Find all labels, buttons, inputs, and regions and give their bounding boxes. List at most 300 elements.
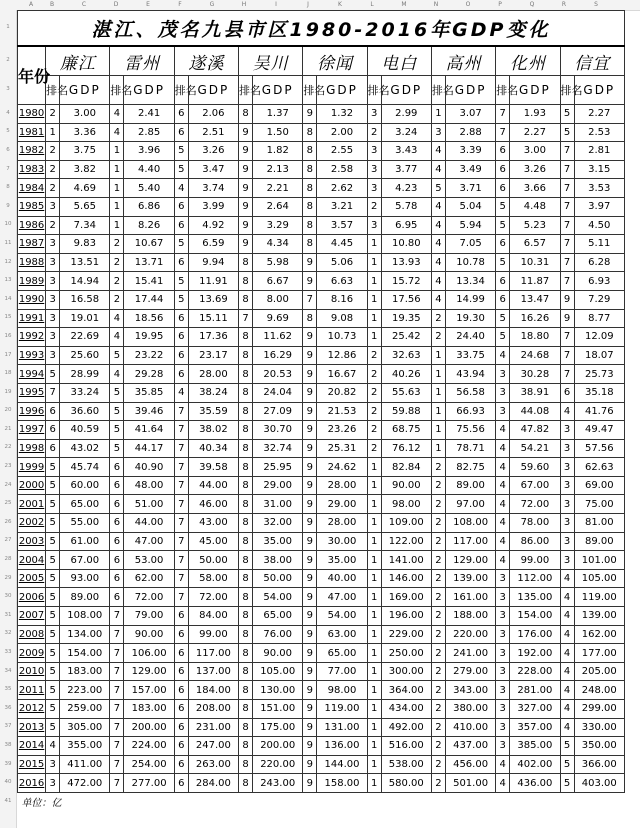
rank-cell[interactable]: 4 [496, 346, 510, 365]
rank-cell[interactable]: 8 [239, 253, 253, 272]
gdp-cell[interactable]: 47.82 [510, 421, 560, 440]
rank-header[interactable]: 排名 [110, 76, 124, 105]
year-cell[interactable]: 1991 [18, 309, 46, 328]
rank-cell[interactable]: 3 [367, 179, 381, 198]
rank-cell[interactable]: 6 [174, 105, 188, 124]
row-number[interactable]: 28 [4, 556, 12, 563]
gdp-cell[interactable]: 53.00 [124, 551, 174, 570]
row-number[interactable]: 34 [4, 667, 12, 674]
gdp-cell[interactable]: 135.00 [510, 588, 560, 607]
rank-cell[interactable]: 3 [46, 309, 60, 328]
gdp-cell[interactable]: 205.00 [574, 662, 624, 681]
gdp-cell[interactable]: 137.00 [188, 662, 238, 681]
gdp-cell[interactable]: 12.09 [574, 328, 624, 347]
rank-cell[interactable]: 5 [46, 644, 60, 663]
rank-cell[interactable]: 8 [239, 272, 253, 291]
rank-cell[interactable]: 7 [560, 197, 574, 216]
gdp-cell[interactable]: 4.69 [60, 179, 110, 198]
gdp-cell[interactable]: 65.00 [317, 644, 367, 663]
rank-cell[interactable]: 5 [110, 439, 124, 458]
rank-cell[interactable]: 5 [174, 290, 188, 309]
rank-cell[interactable]: 1 [367, 235, 381, 254]
rank-cell[interactable]: 2 [110, 235, 124, 254]
column-letter[interactable]: B [49, 1, 55, 8]
rank-cell[interactable]: 9 [303, 402, 317, 421]
year-cell[interactable]: 1983 [18, 160, 46, 179]
gdp-cell[interactable]: 25.31 [317, 439, 367, 458]
rank-cell[interactable]: 2 [431, 476, 445, 495]
rank-cell[interactable]: 3 [496, 662, 510, 681]
rank-cell[interactable]: 4 [496, 514, 510, 533]
rank-cell[interactable]: 4 [110, 105, 124, 124]
rank-cell[interactable]: 2 [110, 253, 124, 272]
gdp-cell[interactable]: 12.86 [317, 346, 367, 365]
rank-cell[interactable]: 6 [174, 346, 188, 365]
rank-cell[interactable]: 3 [46, 197, 60, 216]
rank-cell[interactable]: 5 [560, 123, 574, 142]
gdp-cell[interactable]: 17.44 [124, 290, 174, 309]
gdp-cell[interactable]: 49.47 [574, 421, 624, 440]
rank-cell[interactable]: 6 [496, 290, 510, 309]
gdp-cell[interactable]: 4.40 [124, 160, 174, 179]
row-number[interactable]: 19 [4, 388, 12, 395]
rank-cell[interactable]: 4 [174, 383, 188, 402]
rank-cell[interactable]: 5 [496, 216, 510, 235]
gdp-cell[interactable]: 281.00 [510, 681, 560, 700]
gdp-cell[interactable]: 177.00 [574, 644, 624, 663]
rank-cell[interactable]: 1 [46, 123, 60, 142]
rank-cell[interactable]: 3 [496, 718, 510, 737]
rank-cell[interactable]: 2 [431, 458, 445, 477]
row-number[interactable]: 6 [6, 146, 10, 153]
gdp-cell[interactable]: 3.00 [510, 142, 560, 161]
rank-cell[interactable]: 2 [367, 123, 381, 142]
rank-cell[interactable]: 4 [431, 253, 445, 272]
rank-cell[interactable]: 9 [303, 774, 317, 793]
gdp-cell[interactable]: 81.00 [574, 514, 624, 533]
gdp-cell[interactable]: 23.22 [124, 346, 174, 365]
row-number[interactable]: 40 [4, 779, 12, 786]
rank-cell[interactable]: 1 [367, 458, 381, 477]
rank-cell[interactable]: 2 [431, 495, 445, 514]
rank-cell[interactable]: 1 [110, 179, 124, 198]
gdp-cell[interactable]: 5.11 [574, 235, 624, 254]
year-cell[interactable]: 2001 [18, 495, 46, 514]
gdp-header[interactable]: GDP [124, 76, 174, 105]
gdp-cell[interactable]: 43.02 [60, 439, 110, 458]
rank-cell[interactable]: 9 [303, 681, 317, 700]
gdp-cell[interactable]: 44.00 [124, 514, 174, 533]
rank-cell[interactable]: 4 [110, 123, 124, 142]
rank-cell[interactable]: 3 [46, 253, 60, 272]
rank-cell[interactable]: 5 [46, 365, 60, 384]
gdp-cell[interactable]: 228.00 [510, 662, 560, 681]
gdp-cell[interactable]: 2.53 [574, 123, 624, 142]
gdp-cell[interactable]: 90.00 [124, 625, 174, 644]
rank-cell[interactable]: 1 [367, 718, 381, 737]
rank-cell[interactable]: 1 [431, 402, 445, 421]
rank-cell[interactable]: 9 [303, 532, 317, 551]
gdp-cell[interactable]: 55.63 [381, 383, 431, 402]
rank-cell[interactable]: 6 [174, 700, 188, 719]
gdp-cell[interactable]: 40.00 [317, 569, 367, 588]
gdp-cell[interactable]: 86.00 [510, 532, 560, 551]
row-number[interactable]: 41 [4, 797, 12, 804]
gdp-cell[interactable]: 3.21 [317, 197, 367, 216]
rank-cell[interactable]: 9 [303, 476, 317, 495]
gdp-cell[interactable]: 47.00 [317, 588, 367, 607]
unit-note[interactable]: 单位：亿 [21, 798, 62, 810]
row-number[interactable]: 24 [4, 481, 12, 488]
rank-cell[interactable]: 2 [431, 569, 445, 588]
rank-cell[interactable]: 8 [239, 402, 253, 421]
gdp-cell[interactable]: 77.00 [317, 662, 367, 681]
rank-cell[interactable]: 9 [560, 309, 574, 328]
row-number[interactable]: 29 [4, 574, 12, 581]
gdp-cell[interactable]: 9.83 [60, 235, 110, 254]
year-cell[interactable]: 1984 [18, 179, 46, 198]
gdp-cell[interactable]: 119.00 [574, 588, 624, 607]
gdp-cell[interactable]: 6.59 [188, 235, 238, 254]
gdp-cell[interactable]: 3.47 [188, 160, 238, 179]
rank-cell[interactable]: 4 [496, 458, 510, 477]
gdp-cell[interactable]: 154.00 [510, 607, 560, 626]
rank-cell[interactable]: 6 [174, 774, 188, 793]
rank-cell[interactable]: 2 [367, 439, 381, 458]
rank-cell[interactable]: 4 [496, 551, 510, 570]
gdp-cell[interactable]: 3.77 [381, 160, 431, 179]
gdp-cell[interactable]: 380.00 [445, 700, 495, 719]
rank-cell[interactable]: 9 [303, 365, 317, 384]
rank-cell[interactable]: 2 [431, 737, 445, 756]
column-letter[interactable]: K [338, 1, 342, 8]
gdp-cell[interactable]: 31.00 [253, 495, 303, 514]
rank-cell[interactable]: 7 [110, 607, 124, 626]
gdp-cell[interactable]: 299.00 [574, 700, 624, 719]
gdp-cell[interactable]: 25.73 [574, 365, 624, 384]
rank-cell[interactable]: 9 [303, 458, 317, 477]
gdp-cell[interactable]: 40.26 [381, 365, 431, 384]
rank-cell[interactable]: 3 [46, 328, 60, 347]
rank-header[interactable]: 排名 [239, 76, 253, 105]
gdp-cell[interactable]: 131.00 [317, 718, 367, 737]
rank-cell[interactable]: 2 [431, 532, 445, 551]
year-cell[interactable]: 2007 [18, 607, 46, 626]
rank-cell[interactable]: 3 [496, 365, 510, 384]
gdp-cell[interactable]: 1.93 [510, 105, 560, 124]
gdp-cell[interactable]: 8.26 [124, 216, 174, 235]
rank-cell[interactable]: 8 [239, 383, 253, 402]
rank-cell[interactable]: 6 [496, 160, 510, 179]
gdp-cell[interactable]: 188.00 [445, 607, 495, 626]
rank-cell[interactable]: 8 [239, 105, 253, 124]
gdp-cell[interactable]: 501.00 [445, 774, 495, 793]
gdp-cell[interactable]: 220.00 [253, 755, 303, 774]
gdp-cell[interactable]: 89.00 [60, 588, 110, 607]
rank-cell[interactable]: 3 [496, 569, 510, 588]
year-cell[interactable]: 1990 [18, 290, 46, 309]
gdp-cell[interactable]: 35.00 [253, 532, 303, 551]
rank-cell[interactable]: 7 [110, 718, 124, 737]
rank-cell[interactable]: 6 [496, 272, 510, 291]
row-number[interactable]: 12 [4, 258, 12, 265]
rank-cell[interactable]: 7 [303, 290, 317, 309]
gdp-cell[interactable]: 47.00 [124, 532, 174, 551]
year-cell[interactable]: 1988 [18, 253, 46, 272]
gdp-cell[interactable]: 35.59 [188, 402, 238, 421]
row-number[interactable]: 32 [4, 630, 12, 637]
gdp-cell[interactable]: 30.00 [317, 532, 367, 551]
gdp-cell[interactable]: 59.60 [510, 458, 560, 477]
rank-cell[interactable]: 8 [239, 718, 253, 737]
rank-cell[interactable]: 8 [303, 309, 317, 328]
gdp-cell[interactable]: 1.32 [317, 105, 367, 124]
gdp-cell[interactable]: 196.00 [381, 607, 431, 626]
rank-cell[interactable]: 6 [110, 514, 124, 533]
column-letter[interactable]: M [401, 1, 407, 8]
rank-cell[interactable]: 1 [431, 421, 445, 440]
column-letter[interactable]: F [178, 1, 182, 8]
rank-cell[interactable]: 5 [46, 662, 60, 681]
rank-cell[interactable]: 1 [367, 309, 381, 328]
gdp-cell[interactable]: 19.95 [124, 328, 174, 347]
gdp-cell[interactable]: 2.13 [253, 160, 303, 179]
gdp-cell[interactable]: 4.50 [574, 216, 624, 235]
rank-cell[interactable]: 7 [560, 235, 574, 254]
gdp-cell[interactable]: 2.58 [317, 160, 367, 179]
gdp-cell[interactable]: 2.27 [510, 123, 560, 142]
gdp-header[interactable]: GDP [381, 76, 431, 105]
year-cell[interactable]: 1992 [18, 328, 46, 347]
rank-cell[interactable]: 9 [303, 383, 317, 402]
gdp-cell[interactable]: 82.84 [381, 458, 431, 477]
rank-cell[interactable]: 2 [431, 681, 445, 700]
row-number[interactable]: 20 [4, 407, 12, 414]
rank-cell[interactable]: 1 [367, 662, 381, 681]
gdp-cell[interactable]: 11.91 [188, 272, 238, 291]
gdp-cell[interactable]: 89.00 [574, 532, 624, 551]
gdp-cell[interactable]: 90.00 [381, 476, 431, 495]
gdp-cell[interactable]: 28.99 [60, 365, 110, 384]
rank-header[interactable]: 排名 [560, 76, 574, 105]
column-letter[interactable]: S [594, 1, 598, 8]
gdp-cell[interactable]: 19.01 [60, 309, 110, 328]
gdp-cell[interactable]: 18.80 [510, 328, 560, 347]
rank-cell[interactable]: 2 [431, 607, 445, 626]
gdp-cell[interactable]: 141.00 [381, 551, 431, 570]
gdp-cell[interactable]: 21.53 [317, 402, 367, 421]
gdp-cell[interactable]: 5.04 [445, 197, 495, 216]
rank-cell[interactable]: 9 [303, 737, 317, 756]
row-number[interactable]: 37 [4, 723, 12, 730]
gdp-cell[interactable]: 3.29 [253, 216, 303, 235]
rank-cell[interactable]: 8 [239, 607, 253, 626]
rank-cell[interactable]: 3 [560, 532, 574, 551]
gdp-cell[interactable]: 106.00 [124, 644, 174, 663]
year-cell[interactable]: 1998 [18, 439, 46, 458]
column-letter[interactable]: J [307, 1, 309, 8]
gdp-cell[interactable]: 5.78 [381, 197, 431, 216]
rank-cell[interactable]: 8 [239, 588, 253, 607]
table-title[interactable]: 湛江、茂名九县市区1980-2016年GDP变化 [18, 11, 625, 47]
column-letter[interactable]: D [113, 1, 119, 8]
rank-cell[interactable]: 7 [560, 253, 574, 272]
rank-cell[interactable]: 9 [239, 197, 253, 216]
year-cell[interactable]: 1985 [18, 197, 46, 216]
gdp-cell[interactable]: 3.82 [60, 160, 110, 179]
county-header[interactable]: 化州 [496, 46, 560, 76]
rank-cell[interactable]: 8 [239, 681, 253, 700]
gdp-cell[interactable]: 402.00 [510, 755, 560, 774]
gdp-cell[interactable]: 279.00 [445, 662, 495, 681]
rank-cell[interactable]: 5 [560, 737, 574, 756]
gdp-cell[interactable]: 50.00 [253, 569, 303, 588]
gdp-cell[interactable]: 472.00 [60, 774, 110, 793]
rank-header[interactable]: 排名 [174, 76, 188, 105]
gdp-cell[interactable]: 6.67 [253, 272, 303, 291]
rank-cell[interactable]: 4 [496, 495, 510, 514]
gdp-cell[interactable]: 3.53 [574, 179, 624, 198]
rank-cell[interactable]: 8 [239, 569, 253, 588]
rank-cell[interactable]: 2 [431, 644, 445, 663]
rank-cell[interactable]: 9 [303, 607, 317, 626]
gdp-cell[interactable]: 13.51 [60, 253, 110, 272]
rank-cell[interactable]: 3 [496, 383, 510, 402]
gdp-header[interactable]: GDP [60, 76, 110, 105]
gdp-cell[interactable]: 16.29 [253, 346, 303, 365]
rank-cell[interactable]: 3 [496, 737, 510, 756]
gdp-cell[interactable]: 231.00 [188, 718, 238, 737]
rank-cell[interactable]: 1 [367, 514, 381, 533]
rank-cell[interactable]: 6 [110, 476, 124, 495]
gdp-cell[interactable]: 192.00 [510, 644, 560, 663]
rank-cell[interactable]: 4 [496, 532, 510, 551]
gdp-cell[interactable]: 3.26 [188, 142, 238, 161]
gdp-cell[interactable]: 6.95 [381, 216, 431, 235]
gdp-cell[interactable]: 1.37 [253, 105, 303, 124]
gdp-cell[interactable]: 157.00 [124, 681, 174, 700]
gdp-cell[interactable]: 5.06 [317, 253, 367, 272]
gdp-cell[interactable]: 130.00 [253, 681, 303, 700]
gdp-cell[interactable]: 40.59 [60, 421, 110, 440]
rank-cell[interactable]: 6 [174, 253, 188, 272]
gdp-cell[interactable]: 28.00 [317, 476, 367, 495]
gdp-cell[interactable]: 23.26 [317, 421, 367, 440]
rank-cell[interactable]: 2 [431, 700, 445, 719]
column-letter[interactable]: Q [529, 1, 535, 8]
gdp-cell[interactable]: 33.24 [60, 383, 110, 402]
rank-cell[interactable]: 4 [431, 216, 445, 235]
gdp-header[interactable]: GDP [574, 76, 624, 105]
gdp-cell[interactable]: 437.00 [445, 737, 495, 756]
row-number[interactable]: 35 [4, 686, 12, 693]
rank-cell[interactable]: 6 [110, 569, 124, 588]
year-cell[interactable]: 1995 [18, 383, 46, 402]
rank-cell[interactable]: 4 [560, 569, 574, 588]
rank-cell[interactable]: 9 [303, 514, 317, 533]
rank-cell[interactable]: 6 [174, 662, 188, 681]
rank-cell[interactable]: 8 [239, 737, 253, 756]
rank-cell[interactable]: 5 [46, 551, 60, 570]
gdp-cell[interactable]: 175.00 [253, 718, 303, 737]
gdp-cell[interactable]: 5.98 [253, 253, 303, 272]
gdp-cell[interactable]: 16.67 [317, 365, 367, 384]
gdp-cell[interactable]: 176.00 [510, 625, 560, 644]
rank-cell[interactable]: 4 [560, 662, 574, 681]
column-letter[interactable]: C [81, 1, 87, 8]
rank-cell[interactable]: 3 [560, 551, 574, 570]
gdp-cell[interactable]: 98.00 [317, 681, 367, 700]
gdp-cell[interactable]: 139.00 [574, 607, 624, 626]
rank-cell[interactable]: 5 [46, 532, 60, 551]
rank-cell[interactable]: 9 [303, 105, 317, 124]
rank-cell[interactable]: 8 [239, 495, 253, 514]
rank-cell[interactable]: 3 [560, 439, 574, 458]
gdp-cell[interactable]: 3.74 [188, 179, 238, 198]
gdp-cell[interactable]: 55.00 [60, 514, 110, 533]
rank-cell[interactable]: 4 [560, 625, 574, 644]
rank-cell[interactable]: 6 [174, 737, 188, 756]
gdp-cell[interactable]: 72.00 [124, 588, 174, 607]
column-letter[interactable]: E [146, 1, 150, 8]
rank-cell[interactable]: 6 [174, 755, 188, 774]
gdp-cell[interactable]: 248.00 [574, 681, 624, 700]
gdp-cell[interactable]: 109.00 [381, 514, 431, 533]
rank-cell[interactable]: 3 [496, 681, 510, 700]
gdp-cell[interactable]: 13.71 [124, 253, 174, 272]
rank-cell[interactable]: 9 [239, 235, 253, 254]
rank-cell[interactable]: 5 [46, 514, 60, 533]
rank-cell[interactable]: 1 [110, 142, 124, 161]
gdp-cell[interactable]: 3.36 [60, 123, 110, 142]
gdp-cell[interactable]: 11.62 [253, 328, 303, 347]
rank-cell[interactable]: 6 [46, 439, 60, 458]
rank-cell[interactable]: 8 [239, 551, 253, 570]
gdp-cell[interactable]: 99.00 [510, 551, 560, 570]
rank-cell[interactable]: 9 [303, 625, 317, 644]
gdp-cell[interactable]: 208.00 [188, 700, 238, 719]
rank-cell[interactable]: 2 [367, 421, 381, 440]
row-number[interactable]: 8 [6, 184, 10, 191]
rank-header[interactable]: 排名 [431, 76, 445, 105]
rank-cell[interactable]: 4 [560, 644, 574, 663]
gdp-cell[interactable]: 15.41 [124, 272, 174, 291]
rank-cell[interactable]: 8 [239, 662, 253, 681]
gdp-cell[interactable]: 3.00 [60, 105, 110, 124]
rank-cell[interactable]: 8 [239, 476, 253, 495]
gdp-cell[interactable]: 9.94 [188, 253, 238, 272]
gdp-cell[interactable]: 129.00 [124, 662, 174, 681]
rank-cell[interactable]: 4 [560, 607, 574, 626]
year-cell[interactable]: 2015 [18, 755, 46, 774]
year-cell[interactable]: 1981 [18, 123, 46, 142]
rank-cell[interactable]: 9 [303, 346, 317, 365]
rank-cell[interactable]: 5 [46, 718, 60, 737]
gdp-cell[interactable]: 75.00 [574, 495, 624, 514]
gdp-cell[interactable]: 28.00 [188, 365, 238, 384]
year-cell[interactable]: 1980 [18, 105, 46, 124]
row-number[interactable]: 30 [4, 593, 12, 600]
rank-cell[interactable]: 8 [239, 755, 253, 774]
rank-cell[interactable]: 2 [367, 402, 381, 421]
rank-cell[interactable]: 9 [303, 755, 317, 774]
gdp-cell[interactable]: 10.31 [510, 253, 560, 272]
rank-cell[interactable]: 7 [110, 774, 124, 793]
column-letter[interactable]: N [433, 1, 439, 8]
gdp-cell[interactable]: 60.00 [60, 476, 110, 495]
gdp-cell[interactable]: 7.05 [445, 235, 495, 254]
column-letter[interactable]: R [561, 1, 567, 8]
